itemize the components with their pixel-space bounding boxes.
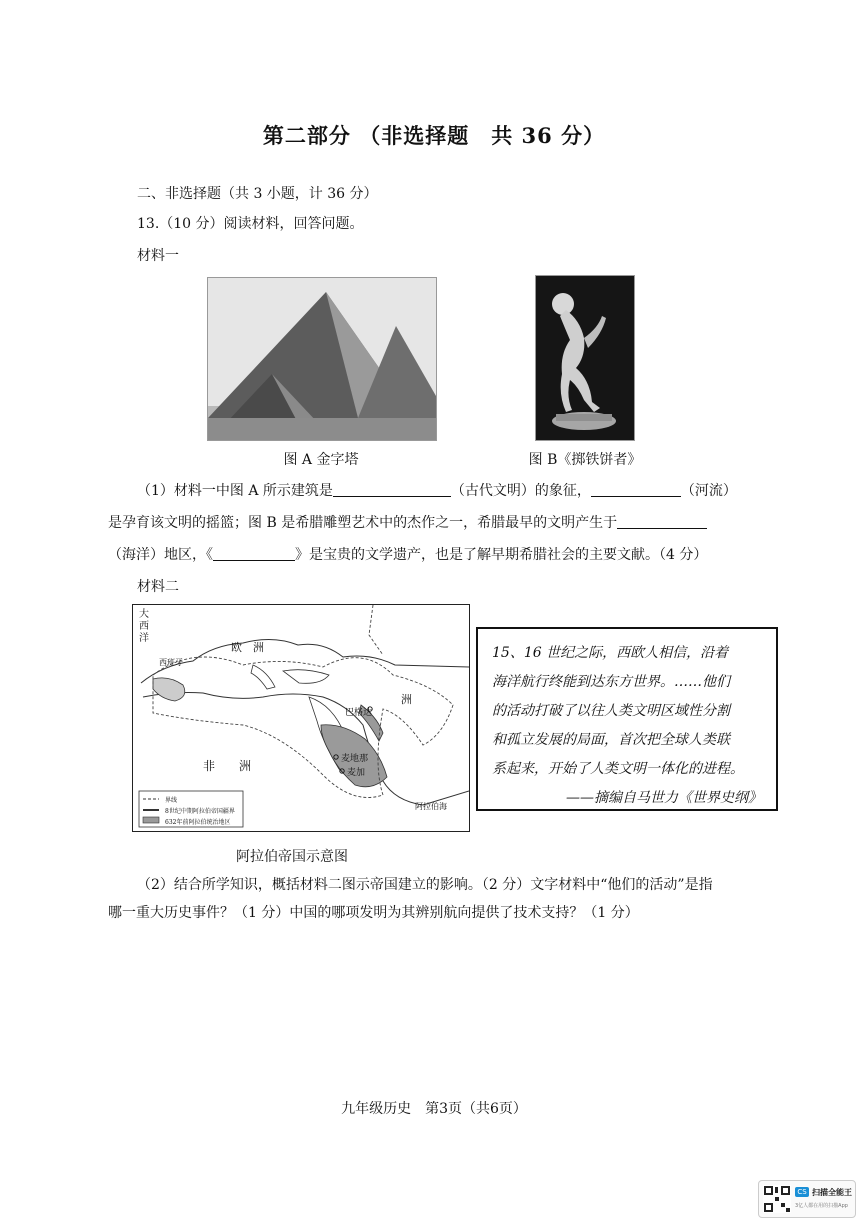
q1-line-3 <box>108 545 707 565</box>
q1-text-a: （1）材料一中图 A 所示建筑是 <box>137 483 333 499</box>
answer-blank-literature[interactable] <box>213 545 295 561</box>
cs-logo-icon: CS <box>795 1187 809 1197</box>
map-legend-item: 632年前阿拉伯统治地区 <box>165 819 231 826</box>
arab-empire-map <box>132 604 470 832</box>
map-label-europe: 欧 洲 <box>231 641 264 654</box>
quote-line: 和孤立发展的局面，首次把全球人类联 <box>492 732 730 748</box>
map-caption: 阿拉伯帝国示意图 <box>236 849 348 865</box>
q1-line-2 <box>108 513 707 533</box>
q1-text-f: 》是宝贵的文学遗产，也是了解早期希腊社会的主要文献。（4 分） <box>295 547 708 563</box>
answer-blank-civilization[interactable] <box>333 481 451 497</box>
map-label-baghdad: 巴格达 <box>345 708 373 718</box>
discobolus-photo <box>535 275 635 441</box>
quote-source: ——摘编自马世力《世界史纲》 <box>566 790 762 806</box>
pyramid-photo <box>207 277 437 441</box>
answer-blank-river[interactable] <box>591 481 681 497</box>
qr-code-icon <box>763 1185 791 1213</box>
quote-line: 海洋航行终能到达东方世界。……他们 <box>492 674 730 690</box>
figure-b-caption: 图 B《掷铁饼者》 <box>528 452 642 468</box>
q1-text-b: （古代文明）的象征， <box>450 483 591 499</box>
quote-line: 系起来，开始了人类文明一体化的进程。 <box>492 761 744 777</box>
quote-line: 15、16 世纪之际，西欧人相信，沿着 <box>492 645 729 661</box>
q2-line-2: 哪一重大历史事件？（1 分）中国的哪项发明为其辨别航向提供了技术支持？（1 分） <box>108 905 639 921</box>
question-13-stem: 13.（10 分）阅读材料，回答问题。 <box>137 216 364 232</box>
quote-box <box>476 627 778 811</box>
map-label-africa: 非 洲 <box>203 759 252 773</box>
material-1-label: 材料一 <box>137 248 179 264</box>
badge-title: 扫描全能王 <box>812 1188 852 1197</box>
map-label-asia: 洲 <box>401 693 412 706</box>
section-heading: 二、非选择题（共 3 小题，计 36 分） <box>137 186 378 202</box>
material-2-label: 材料二 <box>137 579 179 595</box>
q1-line-1 <box>137 481 737 501</box>
map-label-medina: 麦地那 <box>341 754 369 764</box>
figure-a-caption: 图 A 金字塔 <box>283 452 359 468</box>
scanner-badge <box>758 1180 856 1218</box>
map-legend-item: 界线 <box>165 797 178 804</box>
page-footer: 九年级历史 第3页（共6页） <box>341 1101 527 1117</box>
q1-text-c: （河流） <box>680 483 737 499</box>
map-label-spain: 西班牙 <box>159 658 183 667</box>
q1-text-d: 是孕育该文明的摇篮；图 B 是希腊雕塑艺术中的杰作之一，希腊最早的文明产生于 <box>108 515 618 531</box>
badge-subtitle: 3亿人都在用的扫描App <box>795 1203 848 1209</box>
map-label-sea: 阿拉伯海 <box>415 802 447 811</box>
quote-line: 的活动打破了以往人类文明区域性分割 <box>492 703 730 719</box>
map-label-atlantic: 大西洋 <box>139 609 149 644</box>
part-title: 第二部分 （非选择题 共 36 分） <box>262 123 606 148</box>
q2-line-1: （2）结合所学知识，概括材料二图示帝国建立的影响。（2 分）文字材料中“他们的活动”是指 <box>137 877 713 893</box>
q1-text-e: （海洋）地区，《 <box>108 547 213 563</box>
map-legend-item: 8世纪中期阿拉伯帝国疆界 <box>165 808 235 815</box>
map-label-mecca: 麦加 <box>347 768 366 778</box>
answer-blank-ocean[interactable] <box>617 513 707 529</box>
